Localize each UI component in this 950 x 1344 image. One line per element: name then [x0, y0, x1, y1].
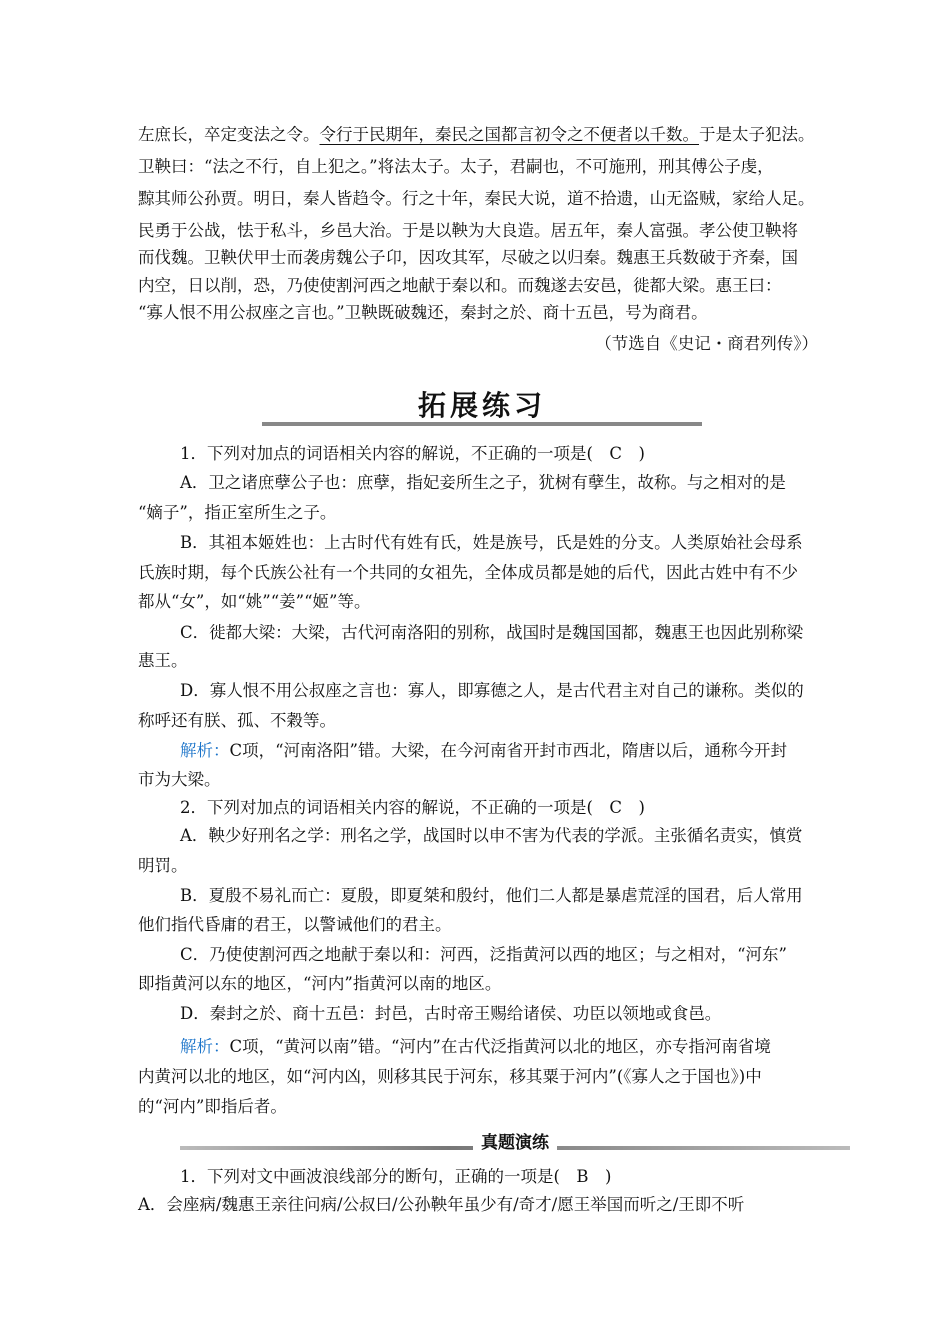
option-d-cont: 称呼还有朕、孤、不穀等。	[138, 711, 336, 730]
option-d: D．秦封之於、商十五邑：封邑，古时帝王赐给诸侯、功臣以领地或食邑。	[180, 1004, 722, 1023]
analysis-label: 解析：	[180, 741, 230, 760]
analysis-1-cont: 市为大梁。	[138, 770, 221, 789]
question-1-stem: 1．下列对加点的词语相关内容的解说，不正确的一项是( C )	[180, 444, 645, 463]
option-c-cont: 即指黄河以东的地区，“河内”指黄河以南的地区。	[138, 974, 502, 993]
option-a: A．会座病/魏惠王亲往问病/公叔曰/公孙鞅年虽少有/奇才/愿王举国而听之/王即不听	[138, 1195, 745, 1214]
passage-source: （节选自《史记・商君列传》）	[595, 334, 818, 353]
option-b-cont: 都从“女”，如“姚”“姜”“姬”等。	[138, 592, 371, 611]
option-b-cont: 氏族时期，每个氏族公社有一个共同的女祖先，全体成员都是她的后代，因此古姓中有不少	[138, 563, 798, 582]
option-c: C．徙都大梁：大梁，古代河南洛阳的别称，战国时是魏国国都，魏惠王也因此别称梁	[180, 623, 804, 642]
option-d: D．寡人恨不用公叔座之言也：寡人，即寡德之人，是古代君主对自己的谦称。类似的	[180, 681, 804, 700]
option-b: B．夏殷不易礼而亡：夏殷，即夏桀和殷纣，他们二人都是暴虐荒淫的国君，后人常用	[180, 886, 803, 905]
passage-line: 卫鞅曰：“法之不行，自上犯之。”将法太子。太子，君嗣也，不可施刑，刑其傅公子虔，	[138, 157, 774, 176]
option-b: B．其祖本姬姓也：上古时代有姓有氏，姓是族号，氏是姓的分支。人类原始社会母系	[180, 533, 803, 552]
analysis-1: 解析：C项，“河南洛阳”错。大梁，在今河南省开封市西北，隋唐以后，通称今开封	[180, 741, 787, 760]
passage-line: “寡人恨不用公叔座之言也。”卫鞅既破魏还，秦封之於、商十五邑，号为商君。	[138, 303, 708, 322]
analysis-2: 解析：C项，“黄河以南”错。“河内”在古代泛指黄河以北的地区，亦专指河南省境	[180, 1037, 771, 1056]
question-1-stem: 1．下列对文中画波浪线部分的断句，正确的一项是( B )	[180, 1167, 612, 1186]
option-c: C．乃使使割河西之地献于秦以和：河西，泛指黄河以西的地区；与之相对，“河东”	[180, 945, 787, 964]
option-b-cont: 他们指代昏庸的君王，以警诫他们的君主。	[138, 915, 452, 934]
passage-line: 民勇于公战，怯于私斗，乡邑大治。于是以鞅为大良造。居五年，秦人富强。孝公使卫鞅将	[138, 221, 798, 240]
subsection-title: 真题演练	[180, 1128, 850, 1153]
passage-line: 内空，日以削，恐，乃使使割河西之地献于秦以和。而魏遂去安邑，徙都大梁。惠王曰：	[138, 276, 782, 295]
option-c-cont: 惠王。	[138, 651, 188, 670]
passage-line: 左庶长，卒定变法之令。令行于民期年，秦民之国都言初令之不便者以千数。于是太子犯法。	[138, 125, 815, 144]
analysis-2-cont: 的“河内”即指后者。	[138, 1097, 287, 1116]
option-a-cont: “嫡子”，指正室所生之子。	[138, 503, 337, 522]
section-banner	[262, 384, 702, 430]
analysis-label: 解析：	[180, 1037, 230, 1056]
subsection-banner	[180, 1128, 850, 1158]
option-a-cont: 明罚。	[138, 856, 188, 875]
underlined-sentence: 令行于民期年，秦民之国都言初令之不便者以千数。	[319, 125, 699, 144]
option-a: A．卫之诸庶孽公子也：庶孽，指妃妾所生之子，犹树有孽生，故称。与之相对的是	[180, 473, 786, 492]
question-2-stem: 2．下列对加点的词语相关内容的解说，不正确的一项是( C )	[180, 798, 645, 817]
analysis-2-cont: 内黄河以北的地区，如“河内凶，则移其民于河东，移其粟于河内”(《寡人之于国也》)中	[138, 1067, 762, 1086]
option-a: A．鞅少好刑名之学：刑名之学，战国时以申不害为代表的学派。主张循名责实，慎赏	[180, 826, 803, 845]
passage-line: 黥其师公孙贾。明日，秦人皆趋令。行之十年，秦民大说，道不拾遗，山无盗贼，家给人足。	[138, 189, 815, 208]
section-title: 拓展练习	[262, 384, 702, 424]
passage-line: 而伐魏。卫鞅伏甲士而袭虏魏公子卬，因攻其军，尽破之以归秦。魏惠王兵数破于齐秦，国	[138, 248, 798, 267]
